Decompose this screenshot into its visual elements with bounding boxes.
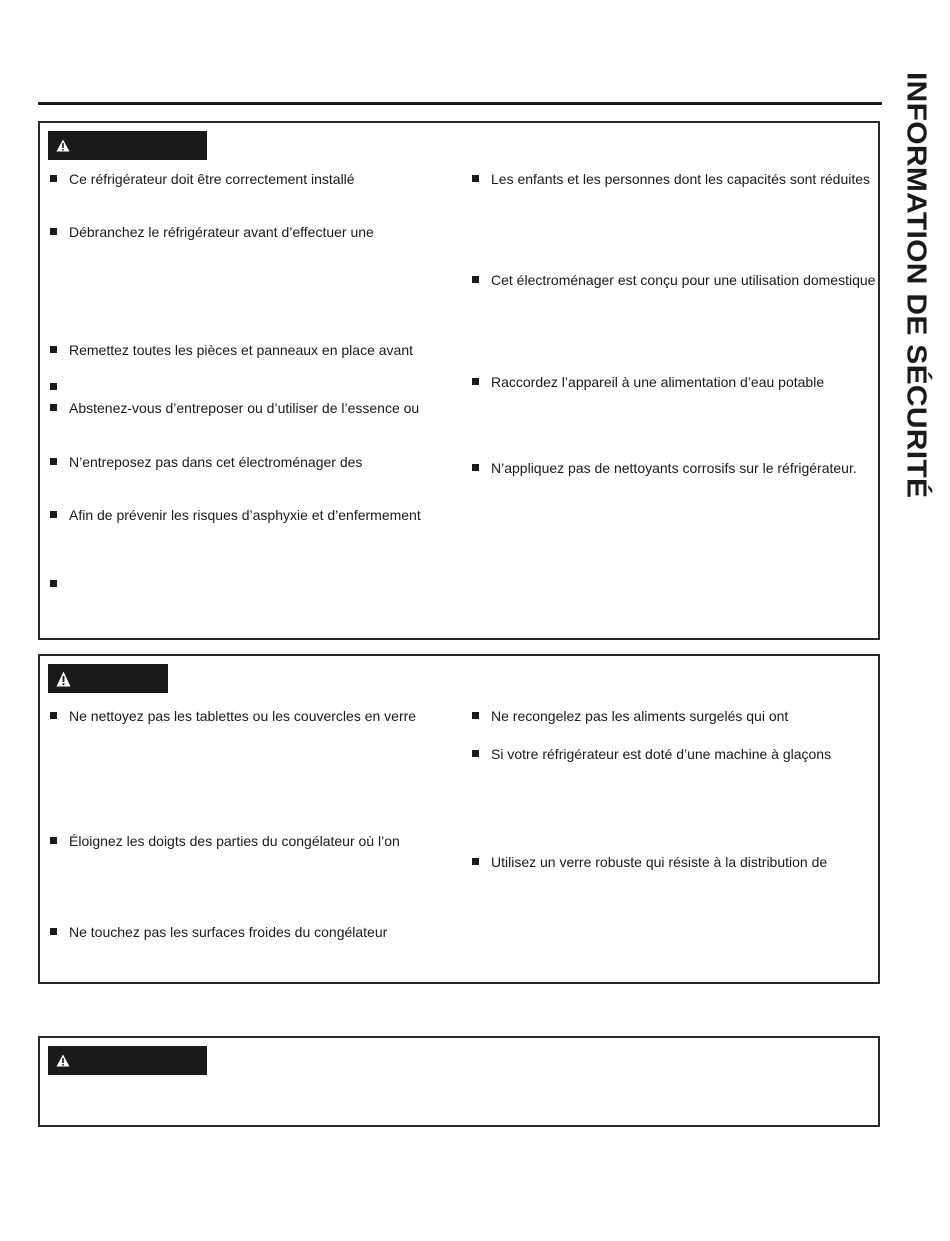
bullet-square-icon — [50, 228, 57, 235]
bullet-square-icon — [50, 511, 57, 518]
warning-label-3 — [48, 1046, 207, 1075]
bullet-square-icon — [50, 346, 57, 353]
bullet-square-icon — [472, 464, 479, 471]
bullet-square-icon — [472, 276, 479, 283]
bullet-square-icon — [472, 378, 479, 385]
bullet-square-icon — [50, 458, 57, 465]
warning-triangle-icon — [56, 1054, 70, 1067]
warning-triangle-icon — [56, 139, 70, 152]
bullet-square-icon — [472, 712, 479, 719]
top-rule — [38, 102, 882, 105]
warning-triangle-icon — [56, 671, 71, 687]
warning-label-2 — [48, 664, 168, 693]
warning-label-1 — [48, 131, 207, 160]
warning-box-3 — [38, 1036, 880, 1127]
bullet-square-icon — [50, 383, 57, 390]
bullet-square-icon — [50, 580, 57, 587]
bullet-square-icon — [472, 750, 479, 757]
warning-box-2: Ne nettoyez pas les tablettes ou les couvercles en verre Éloignez les doigts des parties du congélateur où l’on Ne touchez pas les surfaces froides du congélateur Ne recongelez pas les aliments surgelés qui ont Si votre réfrigérateur est doté d’une machine à glaçons Utilisez un verre robuste qui résiste à la distribution de — [38, 654, 880, 984]
bullet-square-icon — [50, 928, 57, 935]
bullet-square-icon — [50, 404, 57, 411]
bullet-square-icon — [50, 175, 57, 182]
bullet-square-icon — [50, 837, 57, 844]
bullet-square-icon — [472, 175, 479, 182]
warning-box-1: Ce réfrigérateur doit être correctement installé Débranchez le réfrigérateur avant d’effectuer une Remettez toutes les pièces et panneaux en place avant Abstenez-vous d’entreposer ou d’utiliser de l’essence ou N’entreposez pas dans cet électroménager des Afin de prévenir les risques d’asphyxie et d’enfermement Les enfants et les personnes dont les capacités sont réduites Cet électroménager est conçu pour une utilisation domestique Raccordez l’appareil à une alimentation d’eau potable N’appliquez pas de nettoyants corrosifs sur le réfrigérateur. — [38, 121, 880, 640]
section-side-title: INFORMATION DE SÉCURITÉ — [901, 72, 932, 499]
bullet-square-icon — [472, 858, 479, 865]
bullet-square-icon — [50, 712, 57, 719]
